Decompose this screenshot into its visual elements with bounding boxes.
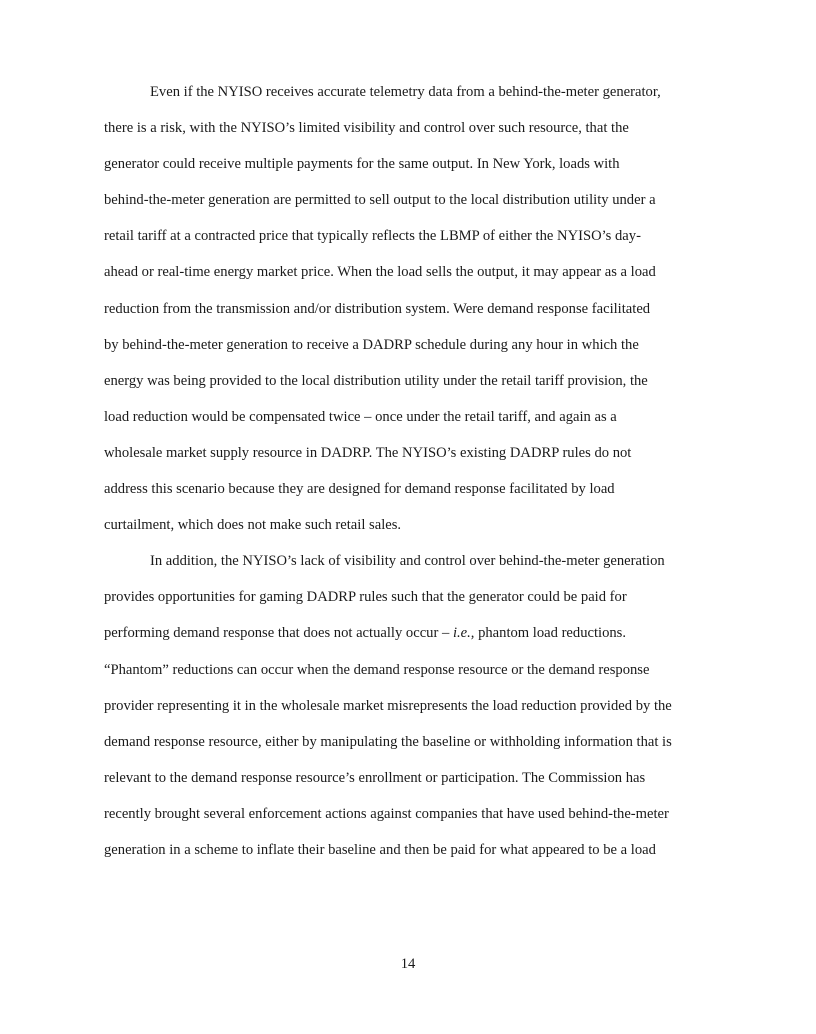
- text-line: provides opportunities for gaming DADRP rules such that the generator could be paid for: [104, 589, 627, 606]
- text-line: In addition, the NYISO’s lack of visibility and control over behind-the-meter generation: [150, 553, 665, 570]
- text-line: performing demand response that does not actually occur – i.e., phantom load reductions.: [104, 625, 627, 642]
- text-line: wholesale market supply resource in DADRP. The NYISO’s existing DADRP rules do not: [104, 444, 632, 461]
- text-line: address this scenario because they are designed for demand response facilitated by load: [104, 481, 615, 498]
- body-text: [104, 74, 716, 868]
- text-line: curtailment, which does not make such retail sales.: [104, 517, 402, 534]
- text-line: there is a risk, with the NYISO’s limited visibility and control over such resource, that the: [104, 120, 629, 137]
- text-line: by behind-the-meter generation to receive a DADRP schedule during any hour in which the: [104, 336, 639, 353]
- text-line: load reduction would be compensated twice – once under the retail tariff, and again as a: [104, 408, 617, 425]
- text-line: generator could receive multiple payments for the same output. In New York, loads with: [104, 156, 620, 173]
- text-line: retail tariff at a contracted price that typically reflects the LBMP of either the NYISO’s day-: [104, 228, 641, 245]
- page-number: 14: [400, 956, 416, 972]
- text-line: recently brought several enforcement actions against companies that have used behind-the-meter: [104, 805, 669, 822]
- text-line: Even if the NYISO receives accurate telemetry data from a behind-the-meter generator,: [150, 84, 661, 100]
- text-line: “Phantom” reductions can occur when the demand response resource or the demand response: [104, 661, 650, 678]
- italic-abbreviation: i.e.,: [452, 625, 475, 642]
- text-line: generation in a scheme to inflate their baseline and then be paid for what appeared to be a load: [104, 841, 656, 858]
- paragraph-1: [104, 74, 716, 543]
- text-line: energy was being provided to the local distribution utility under the retail tariff provision, the: [104, 372, 648, 389]
- text-line: provider representing it in the wholesale market misrepresents the load reduction provided by the: [104, 697, 672, 714]
- text-line: relevant to the demand response resource’s enrollment or participation. The Commission has: [104, 769, 646, 786]
- paragraph-2: [104, 543, 716, 868]
- text-line: behind-the-meter generation are permitted to sell output to the local distribution utility under a: [104, 192, 656, 209]
- text-line: demand response resource, either by manipulating the baseline or withholding information that is: [104, 733, 672, 750]
- text-line: reduction from the transmission and/or distribution system. Were demand response facilitated: [104, 300, 651, 317]
- text-line: ahead or real-time energy market price. When the load sells the output, it may appear as a load: [104, 264, 656, 281]
